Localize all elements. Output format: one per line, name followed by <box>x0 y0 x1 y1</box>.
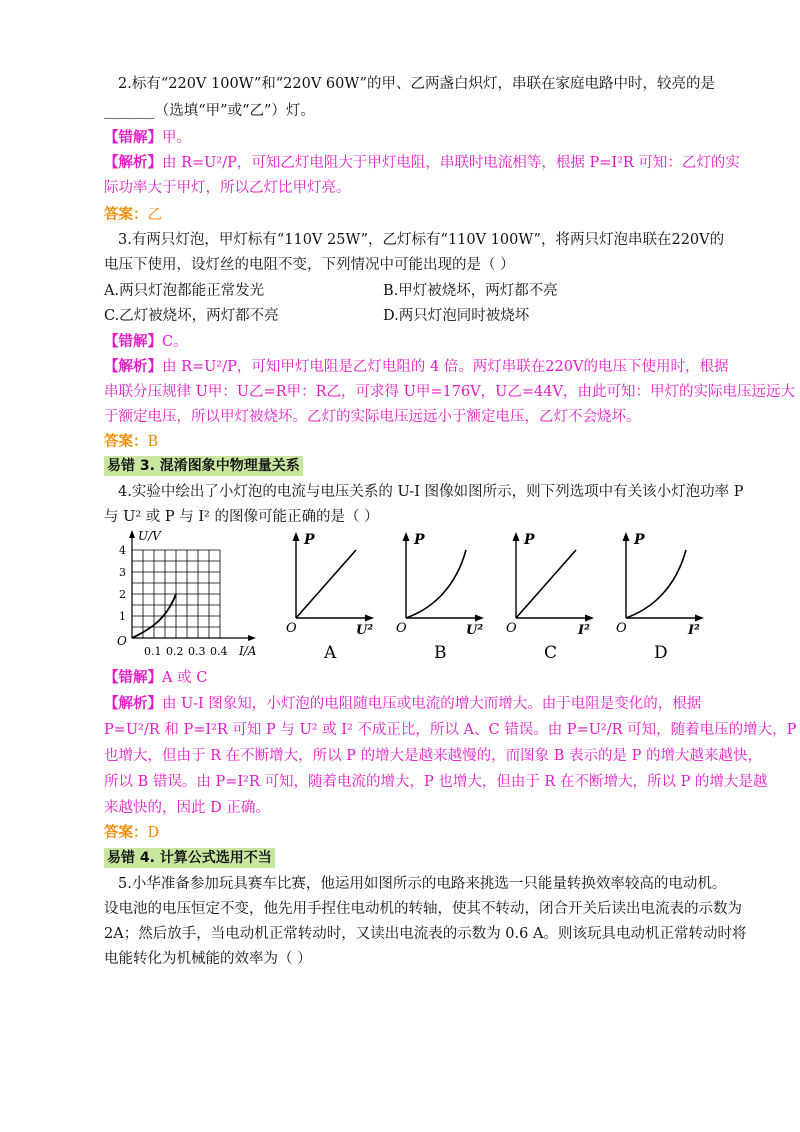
choice-c-letter: C <box>544 643 558 663</box>
q3-analysis-line2: 串联分压规律 U甲：U乙=R甲：R乙，可求得 U甲=176V，U乙=44V，由此可知：甲灯的实际电压远远大 <box>104 384 795 400</box>
wrong-tag: 【错解】 <box>104 129 162 146</box>
analysis-tag: 【解析】 <box>104 695 162 712</box>
q4-analysis-line4: 所以 B 错误。由 P=I²R 可知，随着电流的增大，P 也增大，但由于 R 在不断增大，所以 P 的增大是越 <box>104 774 768 790</box>
q5-stem-line3: 2A；然后放手，当电动机正常转动时，又读出电流表的示数为 0.6 A。则该玩具电动机正常转动时将 <box>104 926 747 942</box>
analysis-text: 由 R=U²/P，可知乙灯电阻大于甲灯电阻，串联时电流相等，根据 P=I²R 可知：乙灯的实 <box>162 155 740 171</box>
choice-b-letter: B <box>434 643 447 663</box>
choice-b-origin: O <box>396 621 407 636</box>
q4-analysis-line2: P=U²/R 和 P=I²R 可知 P 与 U² 或 I² 不成正比，所以 A、C 错误。由 P=U²/R 可知，随着电压的增大，P <box>104 722 797 738</box>
q2-stem-line2: _______（选填“甲”或“乙”）灯。 <box>104 103 315 119</box>
q3-stem-line2: 电压下使用，设灯丝的电阻不变，下列情况中可能出现的是（ ） <box>104 257 515 273</box>
q3-option-c: C.乙灯被烧坏，两灯都不亮 <box>104 308 279 324</box>
wrong-tag: 【错解】 <box>104 333 162 350</box>
q4-figure <box>104 528 724 668</box>
q5-stem-line2: 设电池的电压恒定不变，他先用手捏住电动机的转轴，使其不转动，闭合开关后读出电流表的示数为 <box>104 901 742 917</box>
wrong-tag: 【错解】 <box>104 669 162 686</box>
choice-a-origin: O <box>286 621 297 636</box>
ui-xtick-1: 0.1 <box>144 645 162 658</box>
wrong-text: 甲。 <box>162 130 191 146</box>
q4-stem-line1: 4.实验中绘出了小灯泡的电流与电压关系的 U-I 图像如图所示，则下列选项中有关该小灯泡功率 P <box>118 484 744 500</box>
choice-d-ylabel: P <box>634 532 645 548</box>
choice-b-graph <box>396 532 484 663</box>
q2-analysis-line2: 际功率大于甲灯，所以乙灯比甲灯亮。 <box>104 180 351 196</box>
choice-c-graph <box>506 532 594 663</box>
q3-option-b: B.甲灯被烧坏，两灯都不亮 <box>383 283 558 299</box>
ui-graph <box>104 528 274 668</box>
choice-a-xlabel: U² <box>356 623 374 638</box>
q3-analysis-line1 <box>104 357 728 377</box>
choice-d-letter: D <box>654 643 668 663</box>
q4-stem-line2: 与 U² 或 P 与 I² 的图像可能正确的是（ ） <box>104 509 379 525</box>
ui-ytick-4: 4 <box>119 544 126 557</box>
ui-xtick-3: 0.3 <box>188 645 206 658</box>
q2-stem-line1: 2.标有“220V 100W”和“220V 60W”的甲、乙两盏白炽灯，串联在家庭电路中时，较亮的是 <box>118 76 715 92</box>
choice-a-letter: A <box>324 643 337 663</box>
q3-analysis-line3: 于额定电压，所以甲灯被烧坏。乙灯的实际电压远远小于额定电压，乙灯不会烧坏。 <box>104 409 641 425</box>
ui-ytick-3: 3 <box>119 566 126 579</box>
ui-ytick-1: 1 <box>119 610 126 623</box>
analysis-text: 由 R=U²/P，可知甲灯电阻是乙灯电阻的 4 倍。两灯串联在220V的电压下使用时，根据 <box>162 359 729 375</box>
q2-wrong-answer <box>104 128 191 148</box>
choice-a-ylabel: P <box>304 532 315 548</box>
choice-d-xlabel: I² <box>688 623 700 638</box>
q3-stem-line1: 3.有两只灯泡，甲灯标有“110V 25W”，乙灯标有“110V 100W”，将两只灯泡串联在220V的 <box>118 232 725 248</box>
q3-answer <box>104 432 158 452</box>
q5-stem-line4: 电能转化为机械能的效率为（ ） <box>104 951 312 967</box>
q2-analysis-line1 <box>104 153 740 173</box>
wrong-text: C。 <box>162 334 188 350</box>
wrong-text: A 或 C <box>162 670 208 686</box>
ui-ytick-2: 2 <box>119 588 126 601</box>
ui-ylabel: U/V <box>138 529 161 543</box>
q4-answer <box>104 823 159 843</box>
answer-tag: 答案： <box>104 206 148 223</box>
choice-c-origin: O <box>506 621 517 636</box>
analysis-text: 由 U-I 图象知，小灯泡的电阻随电压或电流的增大而增大。由于电阻是变化的，根据 <box>162 696 702 712</box>
section-heading-4: 易错 4. 计算公式选用不当 <box>104 848 275 868</box>
q4-analysis-line5: 来越快的，因此 D 正确。 <box>104 800 270 816</box>
choice-d-graph <box>616 532 704 663</box>
analysis-tag: 【解析】 <box>104 154 162 171</box>
q4-wrong-answer <box>104 668 207 688</box>
choice-c-xlabel: I² <box>578 623 590 638</box>
ui-origin: O <box>117 634 127 648</box>
ui-xtick-2: 0.2 <box>166 645 184 658</box>
choice-b-ylabel: P <box>414 532 425 548</box>
q3-option-a: A.两只灯泡都能正常发光 <box>104 283 265 299</box>
q4-analysis-line1 <box>104 694 701 714</box>
answer-text: 乙 <box>147 207 162 223</box>
choice-b-xlabel: U² <box>466 623 484 638</box>
choice-c-ylabel: P <box>524 532 535 548</box>
choice-d-origin: O <box>616 621 627 636</box>
ui-xtick-4: 0.4 <box>210 645 228 658</box>
q5-stem-line1: 5.小华准备参加玩具赛车比赛，他运用如图所示的电路来挑选一只能量转换效率较高的电动机。 <box>118 876 727 892</box>
q3-wrong-answer <box>104 332 188 352</box>
section-heading-3: 易错 3. 混淆图象中物理量关系 <box>104 456 303 476</box>
ui-xlabel: I/A <box>239 644 257 658</box>
answer-tag: 答案： <box>104 433 148 450</box>
analysis-tag: 【解析】 <box>104 358 162 375</box>
answer-text: D <box>147 825 160 841</box>
choice-graphs <box>284 528 724 668</box>
answer-text: B <box>147 434 159 450</box>
answer-tag: 答案： <box>104 824 148 841</box>
q2-answer <box>104 205 162 225</box>
q4-analysis-line3: 也增大，但由于 R 在不断增大，所以 P 的增大是越来越慢的，而图象 B 表示的是 P 的增大越来越快， <box>104 748 762 764</box>
choice-a-graph <box>286 532 374 663</box>
q3-option-d: D.两只灯泡同时被烧坏 <box>383 308 530 324</box>
